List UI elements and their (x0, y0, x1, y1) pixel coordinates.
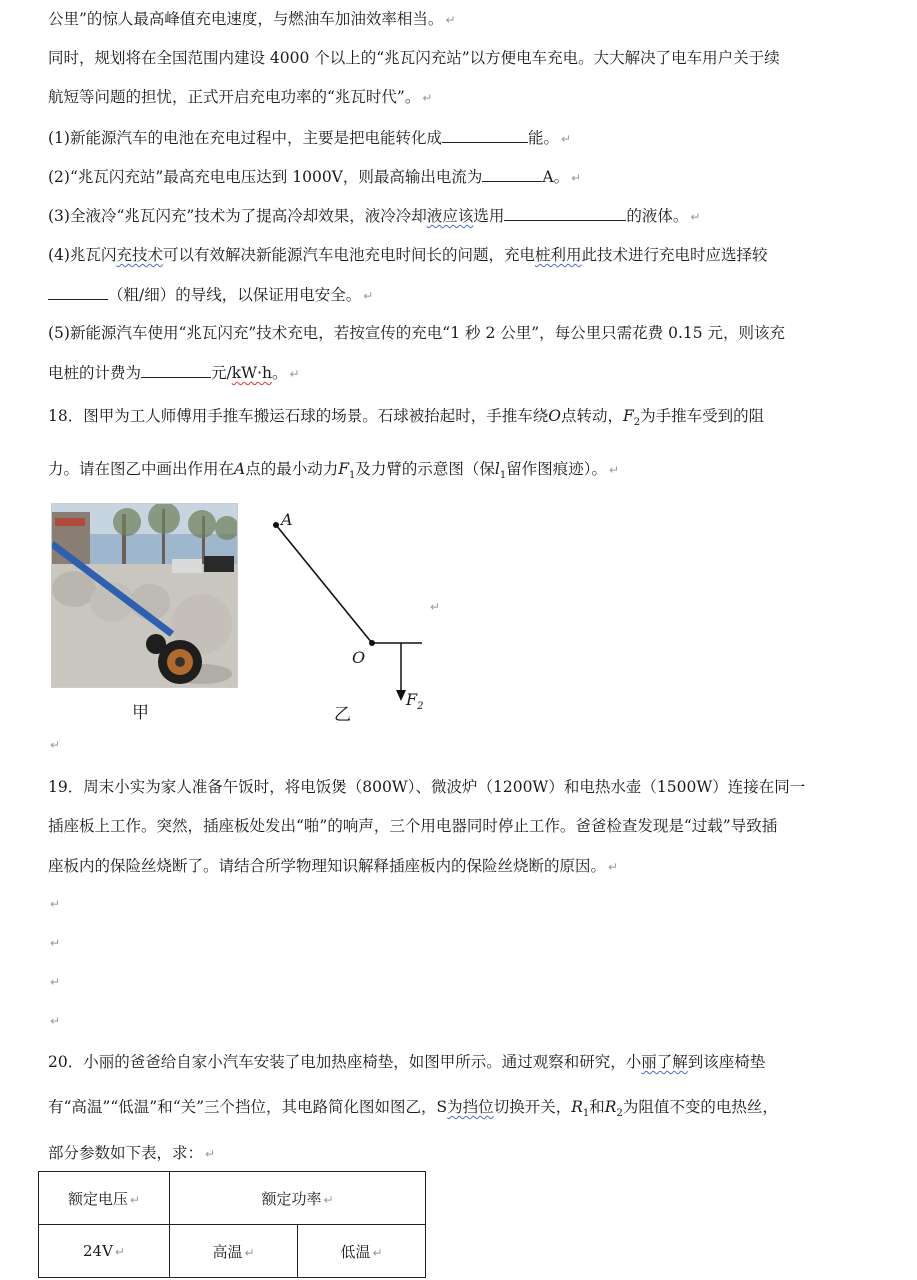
question-4-cont: （粗/细）的导线，以保证用电安全。 ↵ (48, 283, 373, 307)
question-19: 19．周末小实为家人准备午饭时，将电饭煲（800W）、微波炉（1200W）和电热水壶（1500W）连接在同一 (48, 778, 806, 796)
question-20: 20．小丽的爸爸给自家小汽车安装了电加热座椅垫，如图甲所示。通过观察和研究，小丽了解到该座椅垫 (48, 1053, 766, 1071)
paragraph-mark: ↵ (50, 936, 61, 950)
lever-diagram (262, 508, 442, 718)
answer-blank[interactable] (482, 165, 542, 182)
table-row (39, 1225, 426, 1278)
pivot-point (369, 640, 375, 646)
point-a (273, 522, 279, 528)
label-o: O (352, 648, 366, 667)
question-18: 18．图甲为工人师傅用手推车搬运石球的场景。石球被抬起时，手推车绕O点转动，$F_2$为手推车受到的阻 (48, 407, 765, 429)
table-cell-high: 高温 ↵ (170, 1225, 298, 1278)
paragraph-mark: ↵ (430, 600, 441, 614)
paragraph-mark: ↵ (50, 897, 61, 911)
question-5: (5)新能源汽车使用“兆瓦闪充”技术充电，若按宣传的充电“1 秒 2 公里”，每公里只需花费 0.15 元，则该充 (48, 324, 786, 342)
table-cell-voltage: 24V ↵ (39, 1225, 170, 1278)
label-f2: $F_2$ (406, 690, 424, 713)
handcart-photo (51, 503, 238, 688)
lever-arm (276, 525, 372, 643)
paragraph-mark: ↵ (50, 1014, 61, 1028)
question-20-cont: 部分参数如下表，求： ↵ (48, 1144, 216, 1162)
text-line: 同时，规划将在全国范围内建设 4000 个以上的“兆瓦闪充站”以方便电车充电。大大解决了电车用户关于续 (48, 49, 780, 67)
question-19-cont: 座板内的保险丝烧断了。请结合所学物理知识解释插座板内的保险丝烧断的原因。 ↵ (48, 857, 619, 875)
text-line: 公里”的惊人最高峰值充电速度，与燃油车加油效率相当。 ↵ (48, 10, 456, 28)
question-5-cont: 电桩的计费为 元/kW·h。 ↵ (48, 361, 300, 385)
answer-blank[interactable] (141, 361, 211, 378)
label-a: A (281, 510, 293, 529)
question-4: (4)兆瓦闪充技术可以有效解决新能源汽车电池充电时间长的问题，充电桩利用此技术进行充电时应选择较 (48, 246, 768, 264)
force-f2-arrow (396, 690, 406, 701)
answer-blank[interactable] (48, 283, 108, 300)
answer-blank[interactable] (442, 126, 528, 143)
question-20-cont: 有“高温”“低温”和“关”三个挡位，其电路简化图如图乙，S为挡位切换开关，$R_1$和$R_2$为阻值不变的电热丝， (48, 1098, 778, 1120)
caption-yi: 乙 (334, 705, 351, 725)
question-18-cont: 力。请在图乙中画出作用在A点的最小动力$F_1$及力臂的示意图（保$l_1$留作图痕迹）。 ↵ (48, 460, 620, 482)
handcart-photo-drawing (52, 504, 237, 687)
answer-blank[interactable] (504, 204, 626, 221)
caption-jia: 甲 (132, 703, 149, 723)
table-cell-low: 低温 ↵ (298, 1225, 426, 1278)
parameter-table (38, 1171, 426, 1278)
question-3: (3)全液冷“兆瓦闪充”技术为了提高冷却效果，液冷冷却液应该选用 的液体。 ↵ (48, 204, 700, 228)
question-1: (1)新能源汽车的电池在充电过程中，主要是把电能转化成 能。 ↵ (48, 126, 571, 150)
question-19-cont: 插座板上工作。突然，插座板处发出“啪”的响声，三个用电器同时停止工作。爸爸检查发现是“过载”导致插 (48, 817, 778, 835)
paragraph-mark: ↵ (50, 738, 61, 752)
table-row (39, 1172, 426, 1225)
table-header-power: 额定功率 ↵ (170, 1172, 426, 1225)
paragraph-mark: ↵ (50, 975, 61, 989)
table-header-voltage: 额定电压 ↵ (39, 1172, 170, 1225)
question-2: (2)“兆瓦闪充站”最高充电电压达到 1000V，则最高输出电流为 A。 ↵ (48, 165, 581, 189)
text-line: 航短等问题的担忧，正式开启充电功率的“兆瓦时代”。 ↵ (48, 88, 433, 106)
